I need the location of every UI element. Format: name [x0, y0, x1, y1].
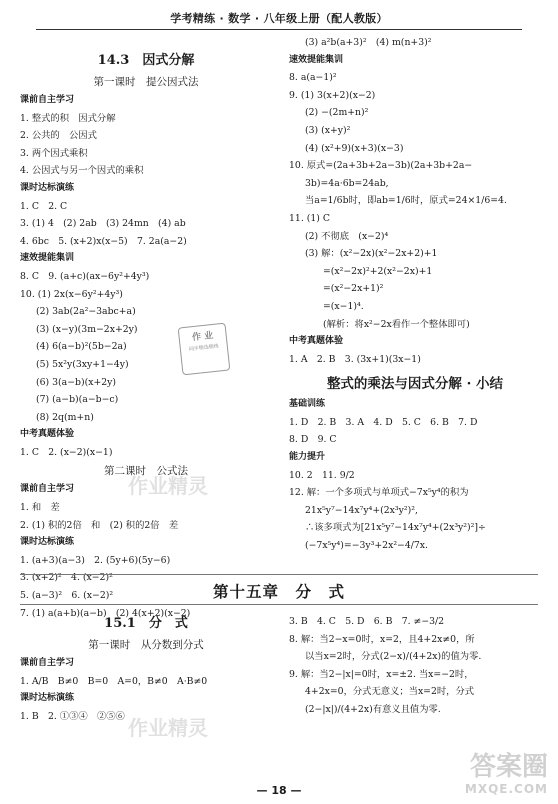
- answer-line: 3. (1) 4 (2) 2ab (3) 24mn (4) ab: [20, 218, 186, 230]
- answer-line: 1. 和 差: [20, 502, 60, 514]
- answer-line: 1. C 2. C: [20, 200, 68, 212]
- answer-line: 2. 公共的 公因式: [20, 130, 97, 142]
- answer-line: 10. (1) 2x(x−6y²+4y³): [20, 288, 123, 300]
- answer-line: 1. C 2. (x−2)(x−1): [20, 446, 113, 458]
- right-column: [289, 34, 541, 555]
- answer-line: (3) a²b(a+3)² (4) m(n+3)²: [305, 37, 432, 48]
- answer-line: 以当x=2时，分式(2−x)/(4+2x)的值为零.: [305, 651, 482, 663]
- answer-line: 4+2x=0，分式无意义；当x=2时，分式: [305, 686, 475, 698]
- logo-main-text: 答案圈: [469, 752, 548, 782]
- answer-line: =(x²−2x+1)²: [323, 283, 384, 295]
- answer-line: 1. B 2. ①③④ ②⑤⑥: [20, 710, 125, 722]
- label-boost: 速效提能集训: [289, 54, 344, 65]
- section-title-summary: 整式的乘法与因式分解 · 小结: [326, 376, 504, 393]
- section-title-14-3: 14.3 因式分解: [97, 53, 195, 68]
- answer-line: (6) 3(a−b)(x+2y): [36, 376, 117, 388]
- lower-left-column: [20, 613, 272, 725]
- answer-line: 12. 解：一个多项式与单项式−7x⁵y⁴的积为: [289, 487, 469, 499]
- answer-line: 3. 两个因式乘积: [20, 147, 88, 159]
- left-column: [20, 50, 272, 622]
- answer-line: 1. A/B B≠0 B=0 A=0，B≠0 A·B≠0: [20, 675, 208, 687]
- answer-line: 当a=1/6b时，即ab=1/6时，原式=24×1/6=4.: [305, 195, 507, 207]
- label-exam: 中考真题体验: [289, 336, 344, 347]
- answer-line: (7) (a−b)(a−b−c): [36, 394, 119, 406]
- answer-line: (4) 6(a−b)²(5b−2a): [36, 341, 127, 353]
- answers-pre-study: [20, 110, 272, 180]
- label-basic: 基础训练: [289, 399, 326, 410]
- homework-stamp: [178, 323, 231, 376]
- answer-line: 1. 整式的积 因式分解: [20, 112, 116, 124]
- answer-line: 21x⁵y⁷−14x⁷y⁴+(2x³y²)²,: [305, 504, 418, 516]
- section-title-15-1: 15.1 分 式: [104, 616, 188, 631]
- answer-line: (2) 3ab(2a²−3abc+a): [36, 306, 136, 318]
- answer-line: 9. 解：当2−|x|=0时，x=±2. 当x=−2时，: [289, 668, 474, 680]
- lesson-title-2: 第二课时 公式法: [104, 465, 188, 478]
- label-pre-study: 课前自主学习: [20, 95, 75, 105]
- answer-line: 1. (a+3)(a−3) 2. (5y+6)(5y−6): [20, 554, 171, 566]
- answer-line: 11. (1) C: [289, 212, 330, 224]
- answer-line: 1. A 2. B 3. (3x+1)(3x−1): [289, 353, 421, 365]
- answer-line: (5) 5x²y(3xy+1−4y): [36, 358, 129, 370]
- answer-line: 7. (1) a(a+b)(a−b) (2) 4(x+2)(x−2): [20, 607, 191, 619]
- answer-line: 10. 2 11. 9/2: [289, 469, 355, 481]
- chapter-rule-top: [20, 574, 538, 575]
- answer-line: 9. (1) 3(x+2)(x−2): [289, 89, 376, 101]
- answer-line: 4. 6bc 5. (x+2)x(x−5) 7. 2a(a−2): [20, 235, 187, 247]
- label-ability: 能力提升: [289, 452, 326, 463]
- lesson-title-1: 第一课时 提公因式法: [93, 76, 199, 88]
- watermark: 作业精灵: [128, 716, 208, 740]
- header-rule: [36, 29, 522, 30]
- label-pre-study: 课前自主学习: [20, 658, 75, 668]
- answer-line: 10. 原式=(2a+3b+2a−3b)(2a+3b+2a−: [289, 160, 473, 172]
- label-practice: 课时达标演练: [20, 537, 75, 548]
- answer-line: 8. D 9. C: [289, 434, 337, 446]
- answer-line: 4. 公因式与另一个因式的乘积: [20, 165, 144, 177]
- answers-boost: [20, 268, 272, 426]
- answer-line: (3) (x−y)(3m−2x+2y): [36, 323, 138, 335]
- lesson-title-15-1: 第一课时 从分数到分式: [88, 639, 204, 651]
- lower-right-column: [289, 613, 541, 719]
- logo-sub-text: MXQE.COM: [464, 782, 548, 796]
- answer-line: 8. C 9. (a+c)(ax−6y²+4y³): [20, 270, 150, 282]
- answer-line: (−7x⁵y⁴)=−3y³+2x²−4/7x.: [305, 540, 429, 552]
- answer-line: (3) (x+y)²: [305, 124, 351, 136]
- chapter-rule-bottom: [20, 604, 538, 605]
- answer-line: =(x−1)⁴.: [323, 300, 364, 312]
- label-pre-study: 课前自主学习: [20, 484, 75, 495]
- chapter-title: 第十五章 分 式: [212, 582, 345, 601]
- answers-practice: [20, 198, 272, 251]
- watermark: 作业精灵: [128, 474, 208, 498]
- label-practice: 课时达标演练: [20, 182, 75, 193]
- answer-line: (2) −(2m+n)²: [305, 107, 369, 119]
- answer-line: 3. (x+2)² 4. (x−2)²: [20, 572, 113, 584]
- answer-line: (4) (x²+9)(x+3)(x−3): [305, 142, 404, 154]
- answer-line: 1. D 2. B 3. A 4. D 5. C 6. B 7. D: [289, 416, 478, 428]
- answer-line: 5. (a−3)² 6. (x−2)²: [20, 590, 114, 602]
- answer-line: (2) 不彻底 (x−2)⁴: [305, 230, 389, 242]
- answer-line: (2−|x|)/(4+2x)有意义且值为零.: [305, 703, 441, 715]
- answer-line: 8. a(a−1)²: [289, 72, 337, 84]
- answer-line: =(x²−2x)²+2(x²−2x)+1: [323, 265, 433, 277]
- answer-line: 2. (1) 积的2倍 和 (2) 积的2倍 差: [20, 519, 179, 531]
- stamp-sub-text: 同步精选精练: [188, 343, 220, 353]
- page-header: 学考精练 · 数学 · 八年级上册（配人教版）: [170, 12, 388, 25]
- answer-line: 3. B 4. C 5. D 6. B 7. ≠−3/2: [289, 616, 445, 627]
- page-number: — 18 —: [256, 784, 302, 797]
- label-practice: 课时达标演练: [20, 693, 75, 704]
- stamp-main-text: 作 业: [191, 330, 214, 344]
- answer-line: (8) 2q(m+n): [36, 411, 94, 423]
- answer-line: ∴该多项式为[21x⁵y⁷−14x⁷y⁴+(2x³y²)²]÷: [305, 522, 486, 534]
- answer-line: (3) 解：(x²−2x)(x²−2x+2)+1: [305, 248, 438, 260]
- label-exam: 中考真题体验: [20, 429, 75, 440]
- answer-line: 8. 解：当2−x=0时，x=2，且4+2x≠0，所: [289, 633, 475, 645]
- answer-line: 3b)=4a·6b=24ab,: [305, 177, 389, 189]
- answer-line: (解析：将x²−2x看作一个整体即可): [323, 318, 470, 330]
- label-boost: 速效提能集训: [20, 253, 75, 264]
